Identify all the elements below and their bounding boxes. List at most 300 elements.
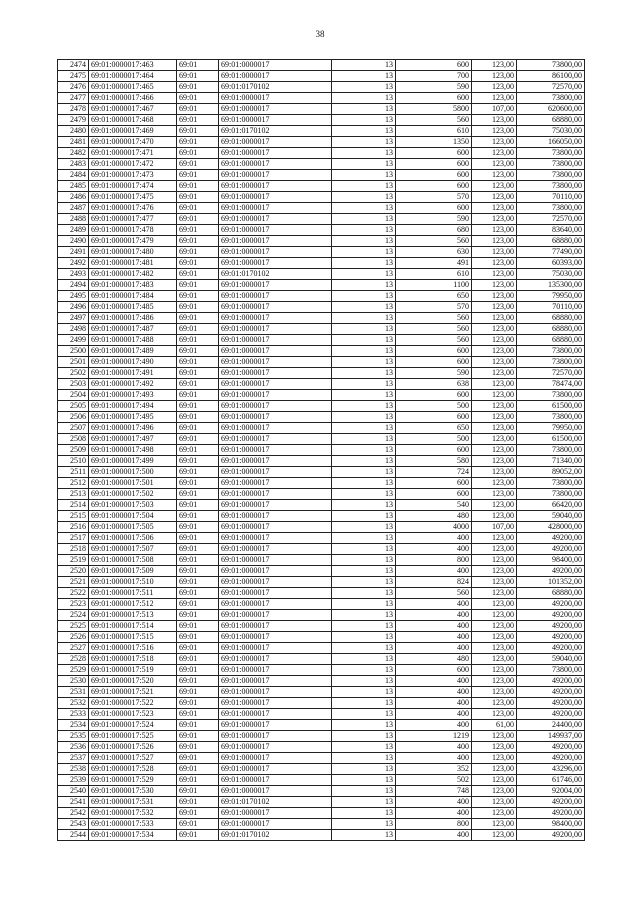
category-code-cell: 13: [332, 566, 396, 577]
area-cell: 491: [396, 258, 472, 269]
district-cell: 69:01: [177, 599, 219, 610]
row-number-cell: 2494: [58, 280, 89, 291]
area-cell: 500: [396, 434, 472, 445]
rate-cell: 123,00: [472, 489, 517, 500]
table-row: [58, 291, 585, 302]
block-cell: 69:01:0000017: [219, 610, 332, 621]
area-cell: 500: [396, 401, 472, 412]
area-cell: 400: [396, 720, 472, 731]
district-cell: 69:01: [177, 225, 219, 236]
block-cell: 69:01:0000017: [219, 456, 332, 467]
cadastral-value-cell: 49200,00: [517, 643, 585, 654]
cadastral-number-cell: 69:01:0000017:533: [89, 819, 177, 830]
category-code-cell: 13: [332, 291, 396, 302]
category-code-cell: 13: [332, 280, 396, 291]
area-cell: 400: [396, 566, 472, 577]
area-cell: 600: [396, 170, 472, 181]
category-code-cell: 13: [332, 258, 396, 269]
rate-cell: 123,00: [472, 82, 517, 93]
block-cell: 69:01:0170102: [219, 82, 332, 93]
cadastral-value-cell: 49200,00: [517, 808, 585, 819]
block-cell: 69:01:0000017: [219, 731, 332, 742]
row-number-cell: 2516: [58, 522, 89, 533]
cadastral-number-cell: 69:01:0000017:523: [89, 709, 177, 720]
cadastral-number-cell: 69:01:0000017:507: [89, 544, 177, 555]
area-cell: 560: [396, 588, 472, 599]
row-number-cell: 2527: [58, 643, 89, 654]
block-cell: 69:01:0000017: [219, 500, 332, 511]
category-code-cell: 13: [332, 720, 396, 731]
cadastral-number-cell: 69:01:0000017:504: [89, 511, 177, 522]
block-cell: 69:01:0000017: [219, 236, 332, 247]
cadastral-value-cell: 101352,00: [517, 577, 585, 588]
cadastral-number-cell: 69:01:0000017:486: [89, 313, 177, 324]
cadastral-number-cell: 69:01:0000017:494: [89, 401, 177, 412]
category-code-cell: 13: [332, 126, 396, 137]
cadastral-value-table: [57, 59, 585, 841]
block-cell: 69:01:0000017: [219, 335, 332, 346]
table-row: [58, 632, 585, 643]
block-cell: 69:01:0000017: [219, 478, 332, 489]
rate-cell: 123,00: [472, 445, 517, 456]
table-row: [58, 93, 585, 104]
cadastral-number-cell: 69:01:0000017:477: [89, 214, 177, 225]
district-cell: 69:01: [177, 214, 219, 225]
category-code-cell: 13: [332, 456, 396, 467]
district-cell: 69:01: [177, 82, 219, 93]
block-cell: 69:01:0000017: [219, 192, 332, 203]
table-row: [58, 170, 585, 181]
area-cell: 600: [396, 412, 472, 423]
cadastral-number-cell: 69:01:0000017:467: [89, 104, 177, 115]
rate-cell: 123,00: [472, 335, 517, 346]
table-row: [58, 280, 585, 291]
block-cell: 69:01:0000017: [219, 676, 332, 687]
block-cell: 69:01:0000017: [219, 302, 332, 313]
block-cell: 69:01:0000017: [219, 390, 332, 401]
district-cell: 69:01: [177, 753, 219, 764]
block-cell: 69:01:0000017: [219, 148, 332, 159]
cadastral-value-cell: 73800,00: [517, 665, 585, 676]
rate-cell: 123,00: [472, 742, 517, 753]
category-code-cell: 13: [332, 467, 396, 478]
area-cell: 400: [396, 808, 472, 819]
area-cell: 400: [396, 544, 472, 555]
row-number-cell: 2476: [58, 82, 89, 93]
area-cell: 600: [396, 489, 472, 500]
row-number-cell: 2477: [58, 93, 89, 104]
area-cell: 400: [396, 533, 472, 544]
cadastral-value-cell: 73800,00: [517, 148, 585, 159]
cadastral-value-cell: 89052,00: [517, 467, 585, 478]
cadastral-value-cell: 149937,00: [517, 731, 585, 742]
cadastral-number-cell: 69:01:0000017:476: [89, 203, 177, 214]
cadastral-number-cell: 69:01:0000017:492: [89, 379, 177, 390]
cadastral-value-cell: 83640,00: [517, 225, 585, 236]
cadastral-number-cell: 69:01:0000017:501: [89, 478, 177, 489]
row-number-cell: 2519: [58, 555, 89, 566]
block-cell: 69:01:0000017: [219, 324, 332, 335]
block-cell: 69:01:0000017: [219, 159, 332, 170]
district-cell: 69:01: [177, 500, 219, 511]
category-code-cell: 13: [332, 445, 396, 456]
rate-cell: 123,00: [472, 203, 517, 214]
category-code-cell: 13: [332, 687, 396, 698]
area-cell: 480: [396, 511, 472, 522]
block-cell: 69:01:0000017: [219, 258, 332, 269]
table-row: [58, 258, 585, 269]
cadastral-number-cell: 69:01:0000017:506: [89, 533, 177, 544]
district-cell: 69:01: [177, 236, 219, 247]
district-cell: 69:01: [177, 324, 219, 335]
category-code-cell: 13: [332, 500, 396, 511]
area-cell: 590: [396, 82, 472, 93]
cadastral-number-cell: 69:01:0000017:525: [89, 731, 177, 742]
district-cell: 69:01: [177, 357, 219, 368]
cadastral-number-cell: 69:01:0000017:515: [89, 632, 177, 643]
district-cell: 69:01: [177, 511, 219, 522]
rate-cell: 123,00: [472, 676, 517, 687]
district-cell: 69:01: [177, 60, 219, 71]
area-cell: 748: [396, 786, 472, 797]
table-row: [58, 456, 585, 467]
table-row: [58, 247, 585, 258]
district-cell: 69:01: [177, 258, 219, 269]
cadastral-value-cell: 49200,00: [517, 566, 585, 577]
cadastral-number-cell: 69:01:0000017:482: [89, 269, 177, 280]
cadastral-number-cell: 69:01:0000017:505: [89, 522, 177, 533]
category-code-cell: 13: [332, 60, 396, 71]
rate-cell: 107,00: [472, 104, 517, 115]
category-code-cell: 13: [332, 346, 396, 357]
rate-cell: 123,00: [472, 566, 517, 577]
row-number-cell: 2503: [58, 379, 89, 390]
cadastral-value-cell: 49200,00: [517, 698, 585, 709]
cadastral-value-cell: 49200,00: [517, 533, 585, 544]
rate-cell: 123,00: [472, 313, 517, 324]
rate-cell: 123,00: [472, 467, 517, 478]
table-body: [58, 60, 585, 841]
cadastral-value-cell: 92004,00: [517, 786, 585, 797]
cadastral-value-cell: 73800,00: [517, 445, 585, 456]
rate-cell: 123,00: [472, 610, 517, 621]
table-row: [58, 346, 585, 357]
block-cell: 69:01:0000017: [219, 214, 332, 225]
cadastral-number-cell: 69:01:0000017:490: [89, 357, 177, 368]
cadastral-number-cell: 69:01:0000017:528: [89, 764, 177, 775]
category-code-cell: 13: [332, 709, 396, 720]
rate-cell: 123,00: [472, 412, 517, 423]
cadastral-value-cell: 43296,00: [517, 764, 585, 775]
table-row: [58, 115, 585, 126]
cadastral-number-cell: 69:01:0000017:484: [89, 291, 177, 302]
block-cell: 69:01:0000017: [219, 808, 332, 819]
row-number-cell: 2479: [58, 115, 89, 126]
area-cell: 5800: [396, 104, 472, 115]
category-code-cell: 13: [332, 115, 396, 126]
rate-cell: 123,00: [472, 632, 517, 643]
block-cell: 69:01:0000017: [219, 357, 332, 368]
district-cell: 69:01: [177, 291, 219, 302]
row-number-cell: 2488: [58, 214, 89, 225]
category-code-cell: 13: [332, 643, 396, 654]
block-cell: 69:01:0170102: [219, 797, 332, 808]
block-cell: 69:01:0000017: [219, 643, 332, 654]
area-cell: 400: [396, 610, 472, 621]
row-number-cell: 2506: [58, 412, 89, 423]
table-row: [58, 368, 585, 379]
category-code-cell: 13: [332, 577, 396, 588]
table-row: [58, 60, 585, 71]
area-cell: 824: [396, 577, 472, 588]
rate-cell: 123,00: [472, 302, 517, 313]
table-row: [58, 203, 585, 214]
row-number-cell: 2498: [58, 324, 89, 335]
category-code-cell: 13: [332, 599, 396, 610]
category-code-cell: 13: [332, 236, 396, 247]
rate-cell: 123,00: [472, 148, 517, 159]
table-row: [58, 104, 585, 115]
cadastral-value-cell: 73800,00: [517, 170, 585, 181]
row-number-cell: 2499: [58, 335, 89, 346]
table-row: [58, 335, 585, 346]
block-cell: 69:01:0000017: [219, 93, 332, 104]
rate-cell: 123,00: [472, 368, 517, 379]
category-code-cell: 13: [332, 104, 396, 115]
row-number-cell: 2540: [58, 786, 89, 797]
district-cell: 69:01: [177, 621, 219, 632]
district-cell: 69:01: [177, 71, 219, 82]
rate-cell: 123,00: [472, 60, 517, 71]
row-number-cell: 2483: [58, 159, 89, 170]
rate-cell: 123,00: [472, 764, 517, 775]
district-cell: 69:01: [177, 544, 219, 555]
cadastral-value-cell: 68880,00: [517, 324, 585, 335]
block-cell: 69:01:0000017: [219, 621, 332, 632]
category-code-cell: 13: [332, 742, 396, 753]
page-number: 38: [315, 29, 325, 39]
district-cell: 69:01: [177, 170, 219, 181]
cadastral-number-cell: 69:01:0000017:512: [89, 599, 177, 610]
row-number-cell: 2493: [58, 269, 89, 280]
table-row: [58, 643, 585, 654]
block-cell: 69:01:0000017: [219, 764, 332, 775]
row-number-cell: 2538: [58, 764, 89, 775]
area-cell: 480: [396, 654, 472, 665]
row-number-cell: 2510: [58, 456, 89, 467]
rate-cell: 123,00: [472, 258, 517, 269]
district-cell: 69:01: [177, 654, 219, 665]
block-cell: 69:01:0000017: [219, 654, 332, 665]
rate-cell: 123,00: [472, 797, 517, 808]
row-number-cell: 2490: [58, 236, 89, 247]
rate-cell: 123,00: [472, 137, 517, 148]
table-row: [58, 819, 585, 830]
area-cell: 400: [396, 698, 472, 709]
category-code-cell: 13: [332, 423, 396, 434]
district-cell: 69:01: [177, 632, 219, 643]
table-row: [58, 192, 585, 203]
cadastral-value-cell: 68880,00: [517, 115, 585, 126]
block-cell: 69:01:0000017: [219, 434, 332, 445]
block-cell: 69:01:0000017: [219, 511, 332, 522]
area-cell: 600: [396, 445, 472, 456]
table-row: [58, 720, 585, 731]
cadastral-value-cell: 428000,00: [517, 522, 585, 533]
block-cell: 69:01:0000017: [219, 115, 332, 126]
row-number-cell: 2535: [58, 731, 89, 742]
category-code-cell: 13: [332, 786, 396, 797]
category-code-cell: 13: [332, 797, 396, 808]
category-code-cell: 13: [332, 379, 396, 390]
block-cell: 69:01:0000017: [219, 423, 332, 434]
category-code-cell: 13: [332, 159, 396, 170]
block-cell: 69:01:0000017: [219, 753, 332, 764]
cadastral-value-cell: 49200,00: [517, 599, 585, 610]
table-row: [58, 379, 585, 390]
block-cell: 69:01:0000017: [219, 71, 332, 82]
district-cell: 69:01: [177, 159, 219, 170]
cadastral-value-cell: 68880,00: [517, 335, 585, 346]
table-row: [58, 401, 585, 412]
table-row: [58, 489, 585, 500]
district-cell: 69:01: [177, 93, 219, 104]
cadastral-number-cell: 69:01:0000017:496: [89, 423, 177, 434]
cadastral-value-cell: 70110,00: [517, 192, 585, 203]
area-cell: 600: [396, 203, 472, 214]
cadastral-value-cell: 73800,00: [517, 390, 585, 401]
category-code-cell: 13: [332, 621, 396, 632]
rate-cell: 107,00: [472, 522, 517, 533]
row-number-cell: 2501: [58, 357, 89, 368]
block-cell: 69:01:0000017: [219, 280, 332, 291]
cadastral-value-cell: 73800,00: [517, 357, 585, 368]
table-row: [58, 126, 585, 137]
area-cell: 724: [396, 467, 472, 478]
rate-cell: 123,00: [472, 170, 517, 181]
rate-cell: 123,00: [472, 192, 517, 203]
category-code-cell: 13: [332, 555, 396, 566]
cadastral-number-cell: 69:01:0000017:508: [89, 555, 177, 566]
district-cell: 69:01: [177, 269, 219, 280]
area-cell: 600: [396, 181, 472, 192]
district-cell: 69:01: [177, 698, 219, 709]
cadastral-value-cell: 24400,00: [517, 720, 585, 731]
cadastral-value-cell: 49200,00: [517, 830, 585, 841]
rate-cell: 123,00: [472, 808, 517, 819]
category-code-cell: 13: [332, 324, 396, 335]
block-cell: 69:01:0000017: [219, 445, 332, 456]
category-code-cell: 13: [332, 93, 396, 104]
rate-cell: 123,00: [472, 379, 517, 390]
district-cell: 69:01: [177, 434, 219, 445]
cadastral-value-cell: 72570,00: [517, 214, 585, 225]
area-cell: 600: [396, 60, 472, 71]
cadastral-number-cell: 69:01:0000017:526: [89, 742, 177, 753]
table-row: [58, 742, 585, 753]
category-code-cell: 13: [332, 203, 396, 214]
cadastral-value-cell: 61500,00: [517, 434, 585, 445]
category-code-cell: 13: [332, 214, 396, 225]
rate-cell: 123,00: [472, 687, 517, 698]
cadastral-value-cell: 68880,00: [517, 313, 585, 324]
row-number-cell: 2480: [58, 126, 89, 137]
block-cell: 69:01:0000017: [219, 819, 332, 830]
block-cell: 69:01:0000017: [219, 379, 332, 390]
category-code-cell: 13: [332, 137, 396, 148]
cadastral-number-cell: 69:01:0000017:491: [89, 368, 177, 379]
block-cell: 69:01:0000017: [219, 775, 332, 786]
district-cell: 69:01: [177, 555, 219, 566]
category-code-cell: 13: [332, 522, 396, 533]
row-number-cell: 2514: [58, 500, 89, 511]
table-row: [58, 577, 585, 588]
row-number-cell: 2482: [58, 148, 89, 159]
table-row: [58, 500, 585, 511]
rate-cell: 123,00: [472, 324, 517, 335]
row-number-cell: 2530: [58, 676, 89, 687]
rate-cell: 123,00: [472, 786, 517, 797]
table-row: [58, 830, 585, 841]
district-cell: 69:01: [177, 313, 219, 324]
row-number-cell: 2512: [58, 478, 89, 489]
table-row: [58, 159, 585, 170]
district-cell: 69:01: [177, 665, 219, 676]
row-number-cell: 2511: [58, 467, 89, 478]
cadastral-value-cell: 70110,00: [517, 302, 585, 313]
cadastral-value-cell: 49200,00: [517, 632, 585, 643]
rate-cell: 123,00: [472, 159, 517, 170]
table-row: [58, 148, 585, 159]
district-cell: 69:01: [177, 566, 219, 577]
district-cell: 69:01: [177, 368, 219, 379]
district-cell: 69:01: [177, 731, 219, 742]
cadastral-number-cell: 69:01:0000017:531: [89, 797, 177, 808]
table-row: [58, 181, 585, 192]
area-cell: 600: [396, 148, 472, 159]
block-cell: 69:01:0000017: [219, 698, 332, 709]
category-code-cell: 13: [332, 610, 396, 621]
block-cell: 69:01:0000017: [219, 665, 332, 676]
cadastral-number-cell: 69:01:0000017:497: [89, 434, 177, 445]
cadastral-value-cell: 166050,00: [517, 137, 585, 148]
category-code-cell: 13: [332, 269, 396, 280]
row-number-cell: 2537: [58, 753, 89, 764]
table-row: [58, 599, 585, 610]
district-cell: 69:01: [177, 687, 219, 698]
table-row: [58, 214, 585, 225]
table-row: [58, 313, 585, 324]
block-cell: 69:01:0000017: [219, 786, 332, 797]
block-cell: 69:01:0000017: [219, 346, 332, 357]
category-code-cell: 13: [332, 247, 396, 258]
cadastral-number-cell: 69:01:0000017:498: [89, 445, 177, 456]
area-cell: 650: [396, 291, 472, 302]
rate-cell: 123,00: [472, 357, 517, 368]
area-cell: 560: [396, 335, 472, 346]
cadastral-value-cell: 73800,00: [517, 181, 585, 192]
cadastral-number-cell: 69:01:0000017:510: [89, 577, 177, 588]
table-row: [58, 764, 585, 775]
district-cell: 69:01: [177, 830, 219, 841]
district-cell: 69:01: [177, 489, 219, 500]
district-cell: 69:01: [177, 786, 219, 797]
cadastral-value-cell: 135300,00: [517, 280, 585, 291]
district-cell: 69:01: [177, 445, 219, 456]
row-number-cell: 2525: [58, 621, 89, 632]
cadastral-number-cell: 69:01:0000017:534: [89, 830, 177, 841]
cadastral-value-cell: 61746,00: [517, 775, 585, 786]
